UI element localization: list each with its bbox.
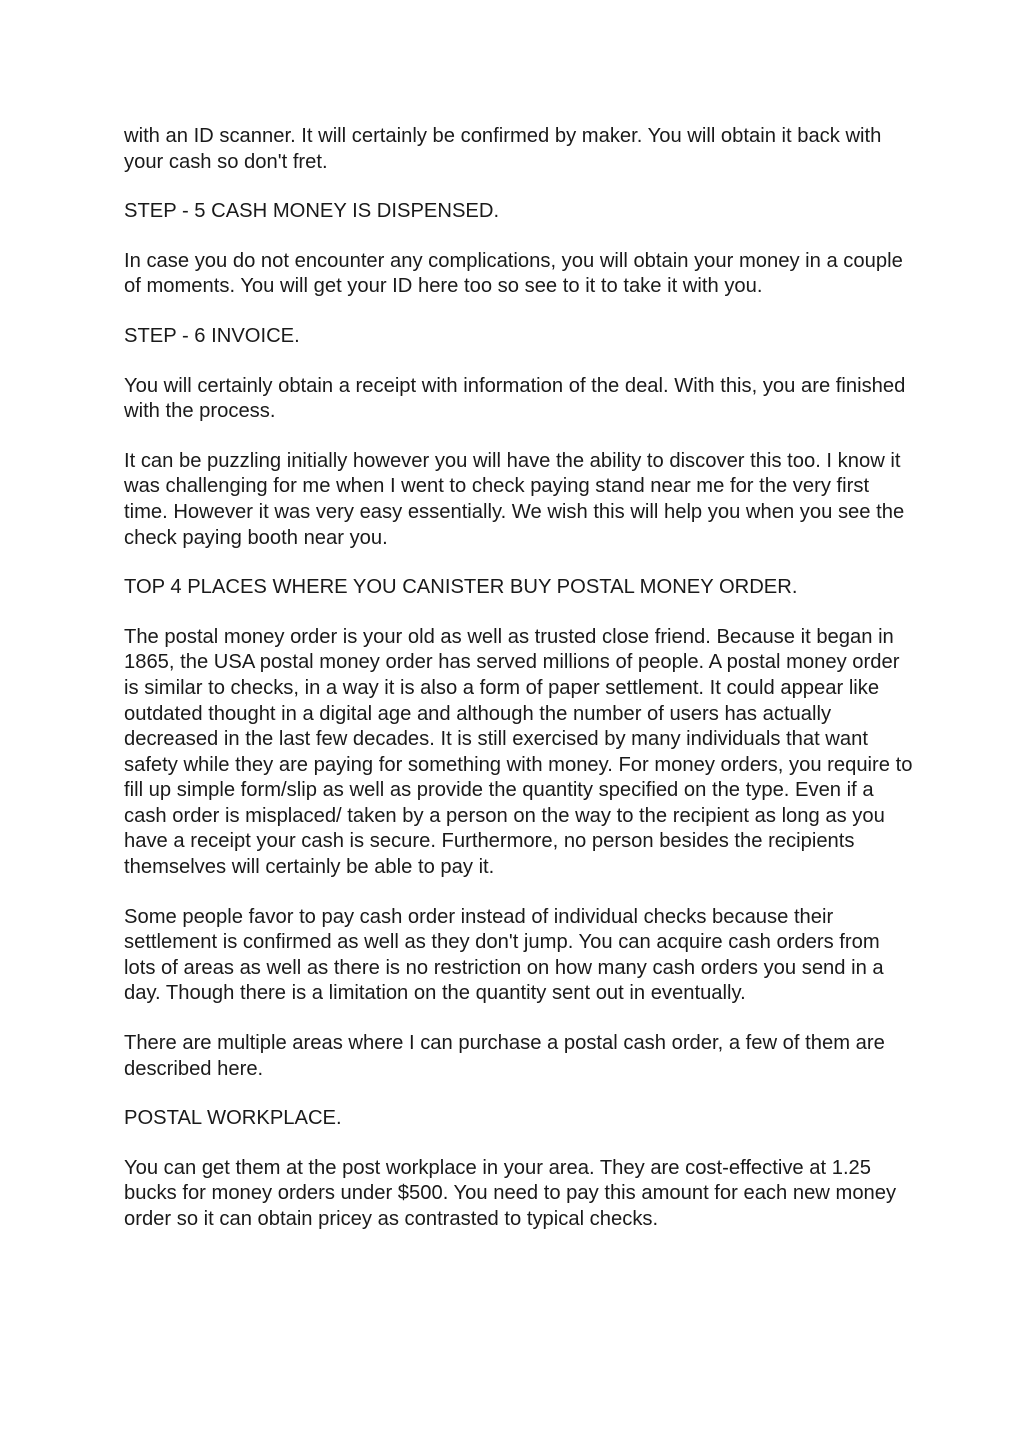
document-body: [124, 124, 914, 1257]
paragraph-puzzling: It can be puzzling initially however you will have the ability to discover this too. I know it was challenging for me when I went to check paying stand near me for the very first time. However it was very easy essentially. We wish this will help you when you see the check paying booth near you.: [124, 449, 905, 549]
paragraph-some-people: Some people favor to pay cash order instead of individual checks because their settlement is confirmed as well as they don't jump. You can acquire cash orders from lots of areas as well as there is no restriction on how many cash orders you send in a day. Though there is a limitation on the quantity sent out in eventually.: [124, 905, 884, 1005]
heading-step-6: STEP - 6 INVOICE.: [124, 324, 300, 347]
paragraph-step-5: In case you do not encounter any complications, you will obtain your money in a couple of moments. You will get your ID here too so see to it to take it with you.: [124, 249, 903, 298]
paragraph-id-scanner: with an ID scanner. It will certainly be confirmed by maker. You will obtain it back with your cash so don't fret.: [124, 125, 882, 173]
paragraph-postal-money-order: The postal money order is your old as well as trusted close friend. Because it began in 1865, the USA postal money order has served millions of people. A postal money order is similar to checks, in a way it is also a form of paper settlement. It could appear like outdated thought in a digital age and although the number of users has actually decreased in the last few decades. It is still exercised by many individuals that want safety while they are paying for something with money. For money orders, you require to fill up simple form/slip as well as provide the quantity specified on the type. Even if a cash order is misplaced/ taken by a person on the way to the recipient as long as you have a receipt your cash is secure. Furthermore, no person besides the recipients themselves will certainly be able to pay it.: [124, 625, 913, 879]
heading-step-5: STEP - 5 CASH MONEY IS DISPENSED.: [124, 200, 500, 223]
heading-top-4-places: TOP 4 PLACES WHERE YOU CANISTER BUY POSTAL MONEY ORDER.: [124, 576, 798, 599]
heading-postal-workplace: POSTAL WORKPLACE.: [124, 1107, 342, 1130]
paragraph-post-workplace: You can get them at the post workplace in your area. They are cost-effective at 1.25 bucks for money orders under $500. You need to pay this amount for each new money order so it can obtain pricey as contrasted to typical checks.: [124, 1156, 897, 1230]
paragraph-step-6: You will certainly obtain a receipt with information of the deal. With this, you are finished with the process.: [124, 374, 906, 423]
paragraph-multiple-areas: There are multiple areas where I can purchase a postal cash order, a few of them are described here.: [124, 1032, 885, 1080]
